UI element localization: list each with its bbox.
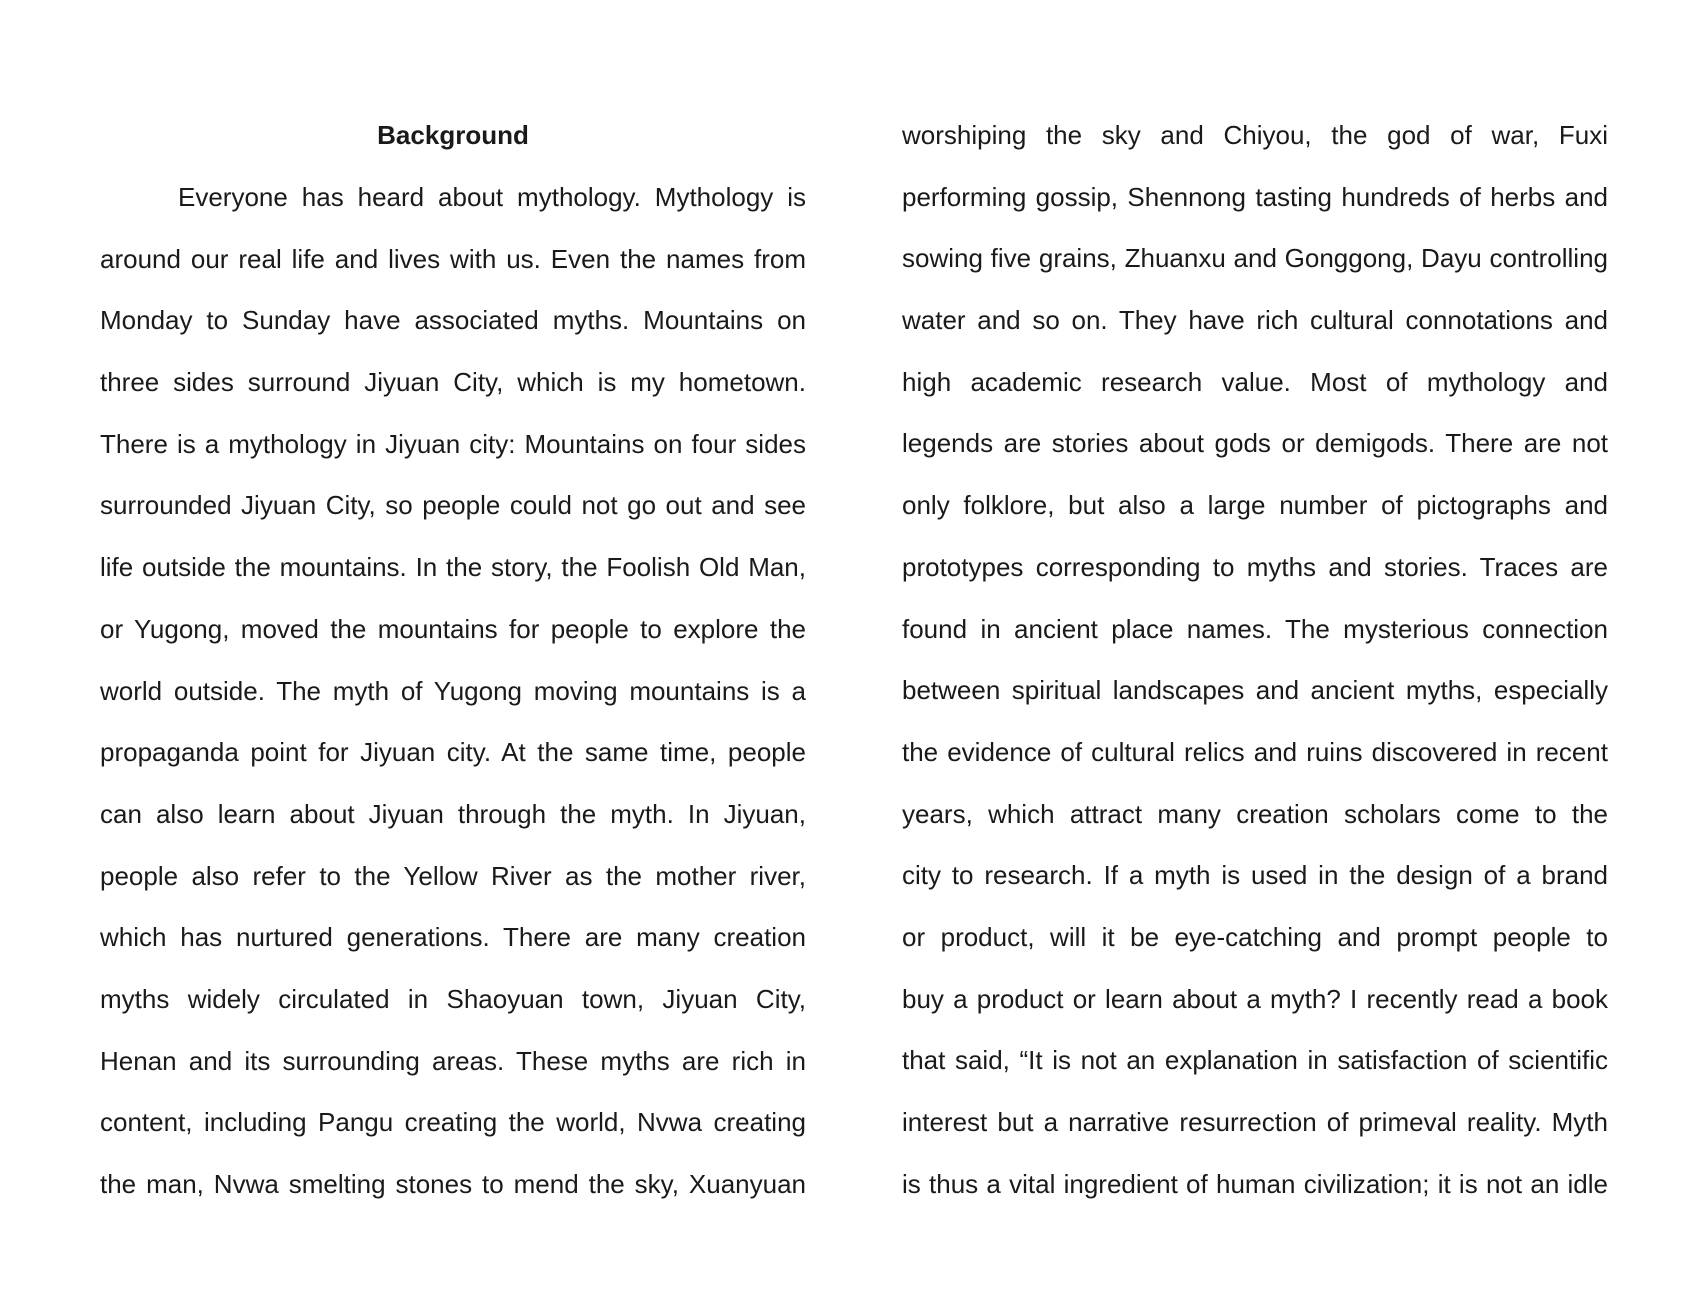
- paragraph-line: Henan and its surrounding areas. These myths are rich in: [100, 1045, 806, 1076]
- paragraph-line: or Yugong, moved the mountains for people to explore the: [100, 613, 806, 644]
- paragraph-line: only folklore, but also a large number of pictographs and: [902, 490, 1608, 521]
- paragraph-line: life outside the mountains. In the story, the Foolish Old Man,: [100, 552, 806, 583]
- paragraph-line: interest but a narrative resurrection of primeval reality. Myth: [902, 1107, 1608, 1137]
- paragraph-line: can also learn about Jiyuan through the myth. In Jiyuan,: [100, 798, 806, 829]
- paragraph-line: the evidence of cultural relics and ruins discovered in recent: [902, 736, 1608, 767]
- paragraph-line: Monday to Sunday have associated myths. Mountains on: [100, 305, 806, 336]
- paragraph-line: content, including Pangu creating the world, Nvwa creating: [100, 1107, 806, 1138]
- paragraph-line: Everyone has heard about mythology. Mythology is: [178, 182, 806, 212]
- paragraph-line: high academic research value. Most of mythology and: [902, 366, 1608, 397]
- paragraph-line: people also refer to the Yellow River as the mother river,: [100, 860, 806, 891]
- paragraph-line: around our real life and lives with us. Even the names from: [100, 243, 806, 274]
- paragraph-line: found in ancient place names. The mysterious connection: [902, 613, 1608, 644]
- paragraph-line: There is a mythology in Jiyuan city: Mountains on four sides: [100, 428, 806, 459]
- paragraph-line: performing gossip, Shennong tasting hundreds of herbs and: [902, 181, 1608, 212]
- right-column: [902, 104, 1608, 1214]
- paragraph-line: prototypes corresponding to myths and stories. Traces are: [902, 551, 1608, 582]
- section-heading: Background: [377, 120, 529, 150]
- paragraph-line: water and so on. They have rich cultural connotations and: [902, 305, 1608, 336]
- paragraph-line: that said, “It is not an explanation in satisfaction of scientific: [902, 1045, 1608, 1076]
- paragraph-line: is thus a vital ingredient of human civilization; it is not an idle: [902, 1168, 1608, 1199]
- paragraph-line: myths widely circulated in Shaoyuan town, Jiyuan City,: [100, 983, 806, 1014]
- paragraph-line: worshiping the sky and Chiyou, the god of war, Fuxi: [902, 120, 1608, 150]
- paragraph-line: surrounded Jiyuan City, so people could not go out and see: [100, 490, 806, 521]
- paragraph-line: or product, will it be eye-catching and prompt people to: [902, 921, 1608, 952]
- paragraph-line: world outside. The myth of Yugong moving mountains is a: [100, 675, 806, 706]
- paragraph-line: sowing five grains, Zhuanxu and Gonggong, Dayu controlling: [902, 243, 1608, 274]
- paragraph-line: propaganda point for Jiyuan city. At the same time, people: [100, 737, 806, 768]
- paragraph-line: which has nurtured generations. There are many creation: [100, 922, 806, 953]
- paragraph-line: between spiritual landscapes and ancient myths, especially: [902, 675, 1608, 706]
- paragraph-line: the man, Nvwa smelting stones to mend the sky, Xuanyuan: [100, 1169, 806, 1199]
- paragraph-line: three sides surround Jiyuan City, which is my hometown.: [100, 367, 806, 398]
- paragraph-line: city to research. If a myth is used in the design of a brand: [902, 860, 1608, 891]
- paragraph-line: years, which attract many creation scholars come to the: [902, 798, 1608, 829]
- paragraph-line: buy a product or learn about a myth? I recently read a book: [902, 983, 1608, 1014]
- paragraph-line: legends are stories about gods or demigods. There are not: [902, 428, 1608, 459]
- left-column: [100, 104, 806, 1215]
